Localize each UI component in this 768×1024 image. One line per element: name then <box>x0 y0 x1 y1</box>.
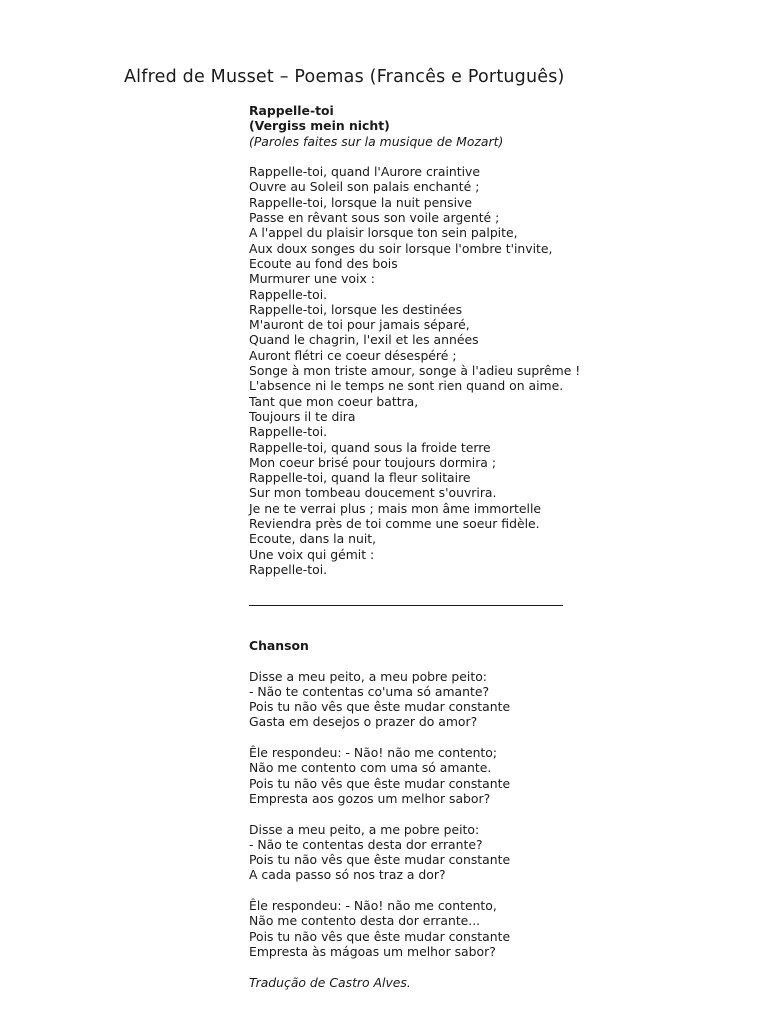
poem-line: Ecoute au fond des bois <box>249 255 398 271</box>
poem-line: Rappelle-toi, quand la fleur solitaire <box>249 470 471 486</box>
blank-line <box>249 149 749 164</box>
poem-lines <box>249 164 749 577</box>
stanza <box>249 745 749 806</box>
poem-line: Toujours il te dira <box>249 408 356 424</box>
stanza <box>249 669 749 730</box>
poem-line: Rappelle-toi, lorsque la nuit pensive <box>249 194 472 210</box>
poem-line: Rappelle-toi. <box>249 424 328 440</box>
poem-rappelle-toi <box>249 103 749 577</box>
poem-line: Êle respondeu: - Não! não me contento; <box>249 745 498 761</box>
poem-line: Empresta aos gozos um melhor sabor? <box>249 790 491 806</box>
poem-line: Disse a meu peito, a meu pobre peito: <box>249 668 487 684</box>
poem-line: Songe à mon triste amour, songe à l'adieu suprême ! <box>249 363 581 379</box>
poem-line: Rappelle-toi, quand l'Aurore craintive <box>249 164 481 180</box>
poem-line: Pois tu não vês que êste mudar constante <box>249 699 511 715</box>
poem-line: Não me contento com uma só amante. <box>249 760 492 776</box>
poem-line: Não me contento desta dor errante... <box>249 913 481 929</box>
poem-line: Pois tu não vês que êste mudar constante <box>249 852 511 868</box>
poem-line: Reviendra près de toi comme une soeur fidèle. <box>249 516 540 532</box>
blank-line <box>249 959 749 974</box>
poem-line: A l'appel du plaisir lorsque ton sein palpite, <box>249 225 518 241</box>
poem-line: - Não te contentas co'uma só amante? <box>249 683 490 699</box>
translation-credit: Tradução de Castro Alves. <box>249 974 411 990</box>
poem-line: Murmurer une voix : <box>249 271 375 287</box>
poem-line: Passe en rêvant sous son voile argenté ; <box>249 210 500 226</box>
poem-line: Empresta às mágoas um melhor sabor? <box>249 943 496 959</box>
poem-line: Disse a meu peito, a me pobre peito: <box>249 821 480 837</box>
poem-line: Tant que mon coeur battra, <box>249 393 419 409</box>
poem-line: Pois tu não vês que êste mudar constante <box>249 775 511 791</box>
poem-line: Mon coeur brisé pour toujours dormira ; <box>249 454 497 470</box>
poem-line: L'absence ni le temps ne sont rien quand on aime. <box>249 378 564 394</box>
poem-line: Aux doux songes du soir lorsque l'ombre t'invite, <box>249 240 553 256</box>
blank-line <box>249 806 749 821</box>
poem-stanzas <box>249 669 749 975</box>
poem-note: (Paroles faites sur la musique de Mozart) <box>249 133 504 149</box>
poem-line: Je ne te verrai plus ; mais mon âme immortelle <box>249 500 542 516</box>
poem-chanson <box>249 638 749 990</box>
poem-line: Ecoute, dans la nuit, <box>249 531 377 547</box>
poem-line: Une voix qui gémit : <box>249 546 375 562</box>
stanza <box>249 898 749 959</box>
stanza <box>249 822 749 883</box>
poem-line: - Não te contentas desta dor errante? <box>249 836 483 852</box>
poem-line: Êle respondeu: - Não! não me contento, <box>249 898 497 914</box>
blank-line <box>249 883 749 898</box>
poem-line: Auront flétri ce coeur désespéré ; <box>249 347 457 363</box>
blank-line <box>249 730 749 745</box>
poem-line: Rappelle-toi, quand sous la froide terre <box>249 439 491 455</box>
poem-line: Quand le chagrin, l'exil et les années <box>249 332 479 348</box>
poem-line: Sur mon tombeau doucement s'ouvrira. <box>249 485 497 501</box>
document-title: Alfred de Musset – Poemas (Francês e Português) <box>124 67 565 87</box>
poem-line: Gasta em desejos o prazer do amor? <box>249 714 478 730</box>
poem-line: Pois tu não vês que êste mudar constante <box>249 928 511 944</box>
poem-subtitle: (Vergiss mein nicht) <box>249 118 390 134</box>
section-divider <box>249 605 563 606</box>
poem-line: Rappelle-toi, lorsque les destinées <box>249 301 463 317</box>
poem-title: Chanson <box>249 638 309 653</box>
poem-line: Ouvre au Soleil son palais enchanté ; <box>249 179 480 195</box>
poem-line: M'auront de toi pour jamais séparé, <box>249 317 470 333</box>
poem-line: A cada passo só nos traz a dor? <box>249 867 446 883</box>
poem-line: Rappelle-toi. <box>249 286 328 302</box>
poem-title: Rappelle-toi <box>249 103 334 118</box>
blank-line <box>249 653 749 668</box>
poem-line: Rappelle-toi. <box>249 561 328 577</box>
